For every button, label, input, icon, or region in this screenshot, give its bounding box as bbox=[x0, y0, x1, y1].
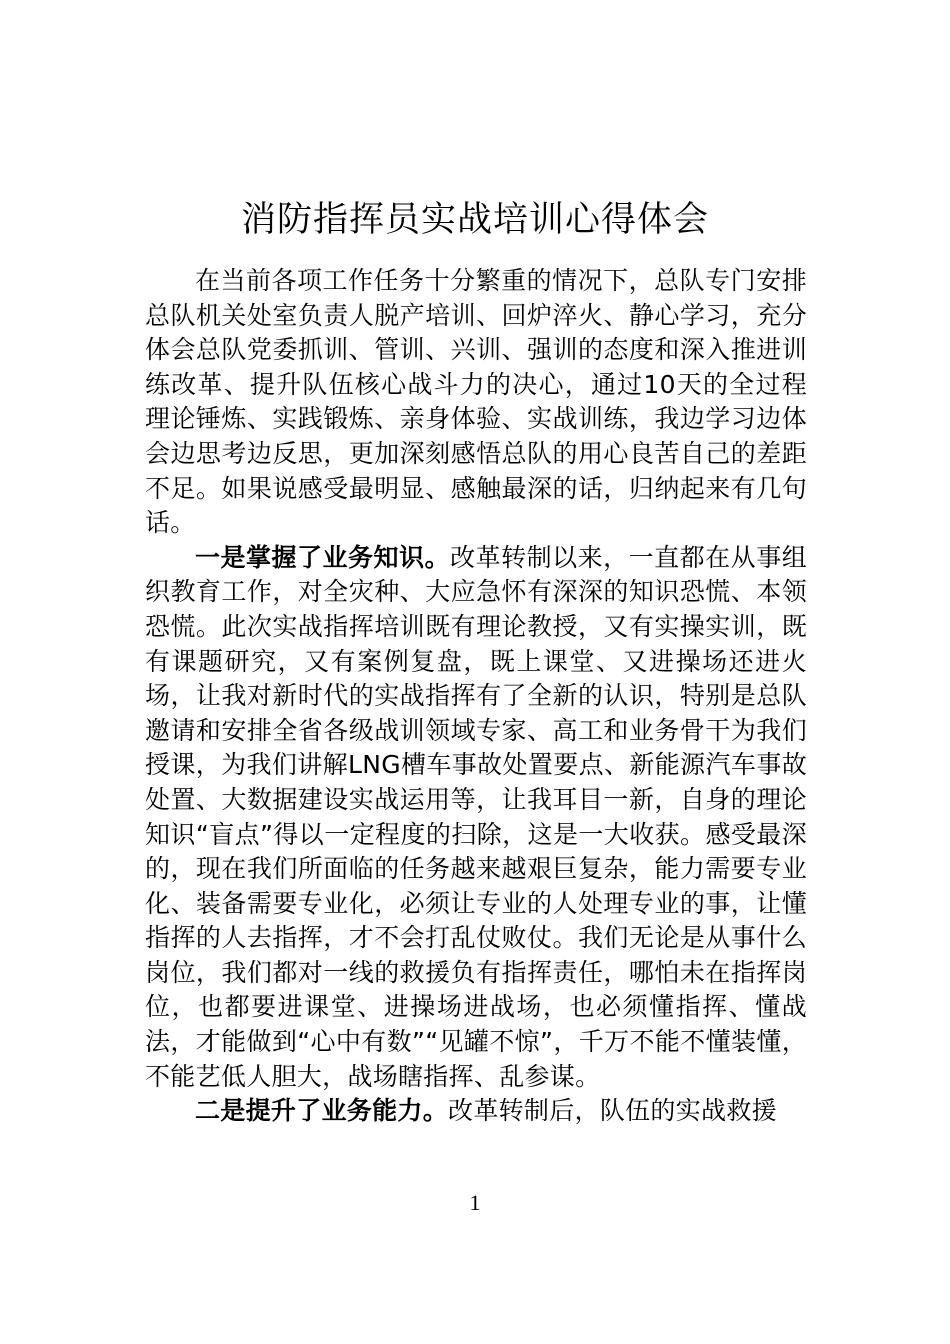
paragraph-point-one-text: 改革转制以来，一直都在从事组织教育工作，对全灾种、大应急怀有深深的知识恐慌、本领恐慌。此次实战指挥培训既有理论教授，又有实操实训，既有课题研究，又有案例复盘，既上课堂、又进操场还进火场，让我对新时代的实战指挥有了全新的认识，特别是总队邀请和安排全省各级战训领域专家、高工和业务骨干为我们授课，为我们讲解LNG槽车事故处置要点、新能源汽车事故处置、大数据建设实战运用等，让我耳目一新，自身的理论知识“盲点”得以一定程度的扫除，这是一大收获。感受最深的，现在我们所面临的任务越来越艰巨复杂，能力需要专业化、装备需要专业化，必须让专业的人处理专业的事，让懂指挥的人去指挥，才不会打乱仗败仗。我们无论是从事什么岗位，我们都对一线的救援负有指挥责任，哪怕未在指挥岗位，也都要进课堂、进操场进战场，也必须懂指挥、懂战法，才能做到“心中有数”“见罐不惊”，千万不能不懂装懂，不能艺低人胆大，战场瞎指挥、乱参谋。 bbox=[145, 542, 807, 1091]
page-number: 1 bbox=[469, 1190, 481, 1215]
paragraph-point-two bbox=[145, 1094, 807, 1129]
paragraph-point-two-lead: 二是提升了业务能力。 bbox=[195, 1096, 449, 1126]
paragraph-intro-text: 在当前各项工作任务十分繁重的情况下，总队专门安排总队机关处室负责人脱产培训、回炉淬火、静心学习，充分体会总队党委抓训、管训、兴训、强训的态度和深入推进训练改革、提升队伍核心战斗力的决心，通过10天的全过程理论锤炼、实践锻炼、亲身体验、实战训练，我边学习边体会边思考边反思，更加深刻感悟总队的用心良苦自己的差距不足。如果说感受最明显、感触最深的话，归纳起来有几句话。 bbox=[145, 266, 807, 538]
paragraph-point-one bbox=[145, 541, 807, 1095]
document-body bbox=[145, 264, 807, 1129]
paragraph-point-two-text: 改革转制后，队伍的实战救援 bbox=[448, 1096, 777, 1126]
document-title: 消防指挥员实战培训心得体会 bbox=[240, 200, 709, 241]
paragraph-intro bbox=[145, 264, 807, 541]
paragraph-point-one-lead: 一是掌握了业务知识。 bbox=[195, 542, 451, 572]
